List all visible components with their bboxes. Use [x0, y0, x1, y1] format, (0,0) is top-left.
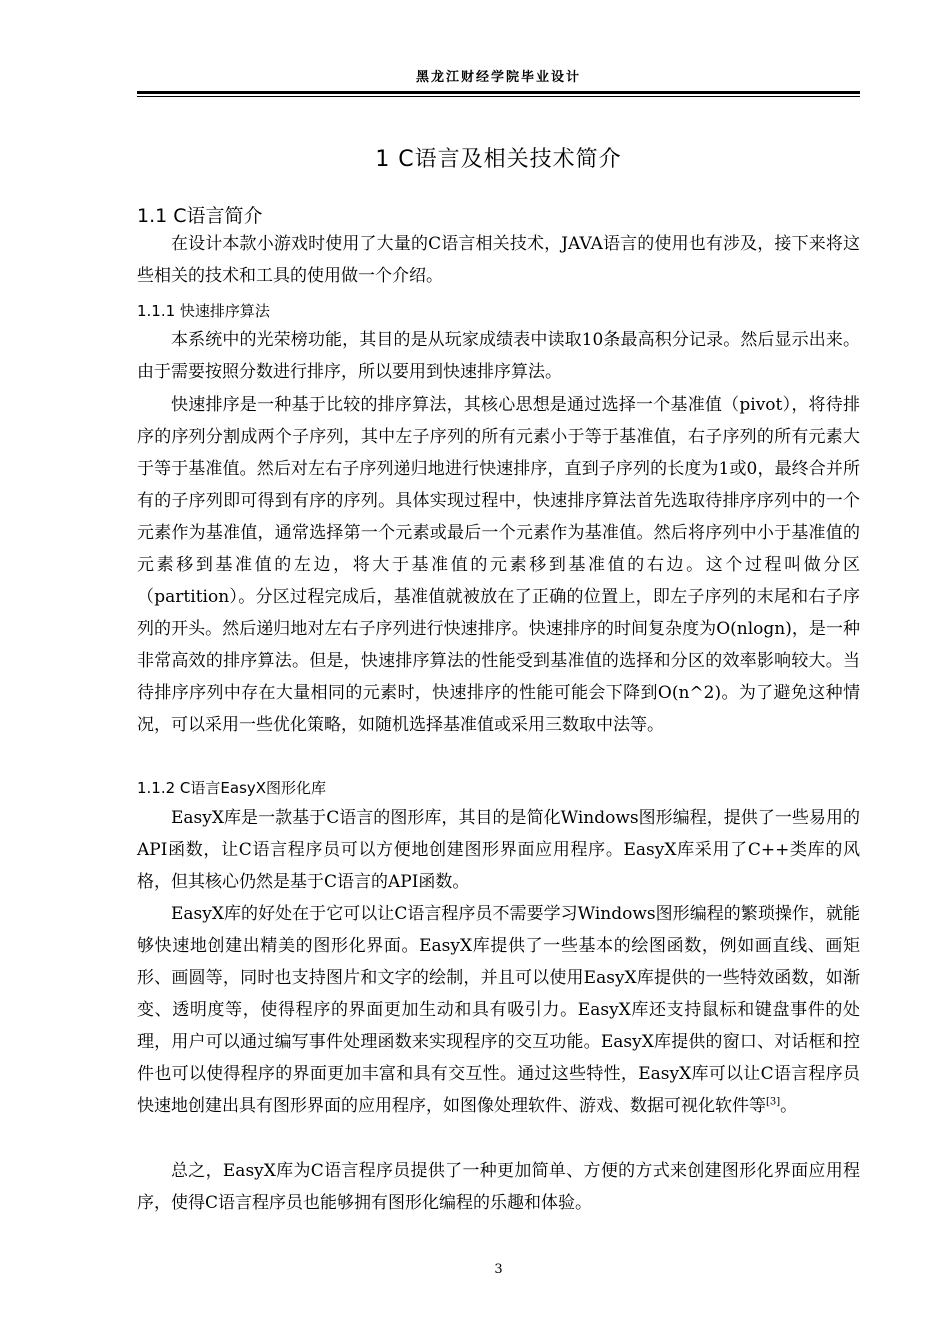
body-paragraph: EasyX库是一款基于C语言的图形库，其目的是简化Windows图形编程，提供了一些易用的API函数，让C语言程序员可以方便地创建图形界面应用程序。EasyX库采用了C++类库的风格，但其核心仍然是基于C语言的API函数。 — [137, 808, 860, 892]
body-paragraph-text: EasyX库的好处在于它可以让C语言程序员不需要学习Windows图形编程的繁琐操作，就能够快速地创建出精美的图形化界面。EasyX库提供了一些基本的绘图函数，例如画直线、画矩形、画圆等，同时也支持图片和文字的绘制，并且可以使用EasyX库提供的一些特效函数，如渐变、透明度等，使得程序的界面更加生动和具有吸引力。EasyX库还支持鼠标和键盘事件的处理，用户可以通过编写事件处理函数来实现程序的交互功能。EasyX库提供的窗口、对话框和控件也可以使得程序的界面更加丰富和具有交互性。通过这些特性，EasyX库可以让C语言程序员快速地创建出具有图形界面的应用程序，如图像处理软件、游戏、数据可视化软件等 — [137, 904, 860, 1116]
chapter-title: 1 C语言及相关技术简介 — [375, 147, 622, 172]
header-rule-thin — [137, 96, 860, 97]
body-paragraph: 本系统中的光荣榜功能，其目的是从玩家成绩表中读取10条最高积分记录。然后显示出来。由于需要按照分数进行排序，所以要用到快速排序算法。 — [137, 330, 860, 382]
subsection-title-1-1-1: 1.1.1 快速排序算法 — [137, 302, 270, 320]
body-paragraph: 快速排序是一种基于比较的排序算法，其核心思想是通过选择一个基准值（pivot），将待排序的序列分割成两个子序列，其中左子序列的所有元素小于等于基准值，右子序列的所有元素大于等于基准值。然后对左右子序列递归地进行快速排序，直到子序列的长度为1或0，最终合并所有的子序列即可得到有序的序列。具体实现过程中，快速排序算法首先选取待排序序列中的一个元素作为基准值，通常选择第一个元素或最后一个元素作为基准值。然后将序列中小于基准值的元素移到基准值的左边，将大于基准值的元素移到基准值的右边。这个过程叫做分区（partition）。分区过程完成后，基准值就被放在了正确的位置上，即左子序列的末尾和右子序列的开头。然后递归地对左右子序列进行快速排序。快速排序的时间复杂度为O(nlogn)，是一种非常高效的排序算法。但是，快速排序算法的性能受到基准值的选择和分区的效率影响较大。当待排序序列中存在大量相同的元素时，快速排序的性能可能会下降到O(n^2)。为了避免这种情况，可以采用一些优化策略，如随机选择基准值或采用三数取中法等。 — [137, 395, 860, 735]
body-paragraph: 总之，EasyX库为C语言程序员提供了一种更加简单、方便的方式来创建图形化界面应用程序，使得C语言程序员也能够拥有图形化编程的乐趣和体验。 — [137, 1161, 860, 1213]
running-header: 黑龙江财经学院毕业设计 — [415, 70, 581, 85]
body-paragraph — [137, 898, 860, 1122]
header-rule-thick — [137, 91, 860, 94]
section-title-1-1: 1.1 C语言简介 — [137, 205, 263, 227]
subsection-title-1-1-2: 1.1.2 C语言EasyX图形化库 — [137, 779, 327, 797]
citation-marker: [3] — [766, 1096, 781, 1108]
body-paragraph-tail: 。 — [780, 1096, 798, 1116]
section-intro-paragraph: 在设计本款小游戏时使用了大量的C语言相关技术，JAVA语言的使用也有涉及，接下来将这些相关的技术和工具的使用做一个介绍。 — [137, 234, 860, 286]
page-number: 3 — [494, 1262, 503, 1277]
